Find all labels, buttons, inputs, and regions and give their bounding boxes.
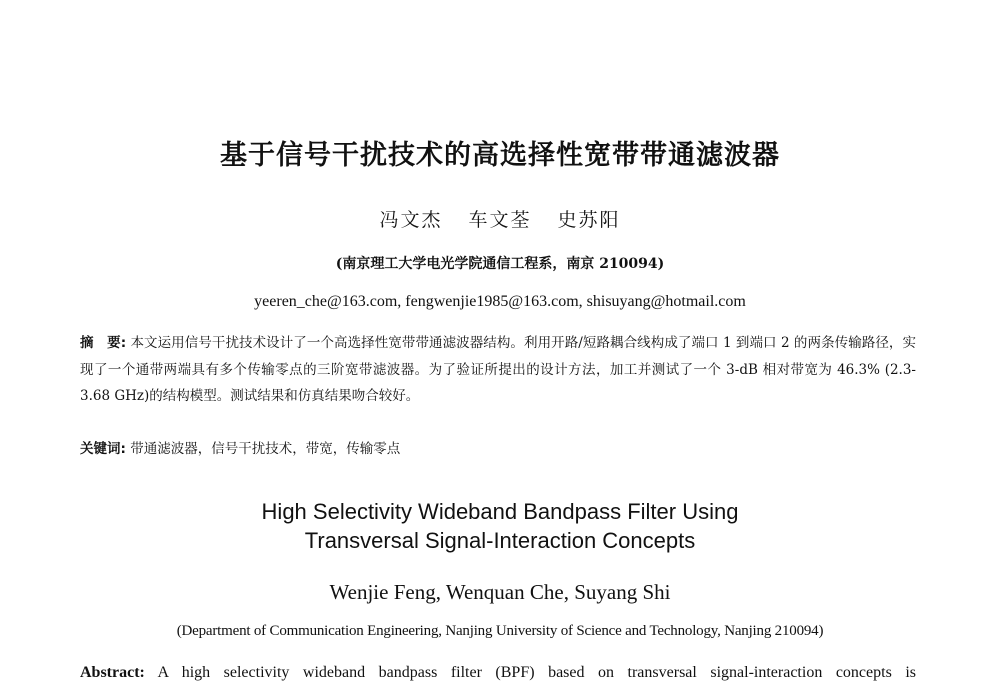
chinese-keywords-text: 带通滤波器，信号干扰技术，带宽，传输零点 (125, 441, 401, 457)
chinese-keywords (80, 437, 916, 461)
english-title (0, 497, 1000, 555)
chinese-abstract (80, 330, 916, 410)
english-abstract (80, 662, 916, 684)
chinese-abstract-label: 摘 要: (80, 335, 127, 351)
english-title-line-2: Transversal Signal-Interaction Concepts (304, 528, 696, 553)
chinese-keywords-label: 关键词: (80, 441, 126, 457)
chinese-authors: 冯文杰 车文荃 史苏阳 (379, 209, 621, 231)
chinese-abstract-text: 本文运用信号干扰技术设计了一个高选择性宽带带通滤波器结构。利用开路/短路耦合线构成了端口 1 到端口 2 的两条传输路径，实现了一个通带两端具有多个传输零点的三阶宽带滤波器。为了验证所提出的设计方法，加工并测试了一个 3-dB 相对带宽为 46.3% (2.3-3.68 GHz)的结构模型。测试结果和仿真结果吻合较好。 (80, 335, 916, 404)
english-affiliation: (Department of Communication Engineering, Nanjing University of Science and Technology, Nanjing 210094) (176, 623, 824, 639)
author-emails: yeeren_che@163.com, fengwenjie1985@163.com, shisuyang@hotmail.com (254, 293, 746, 310)
english-authors: Wenjie Feng, Wenquan Che, Suyang Shi (329, 580, 671, 604)
english-abstract-text: A high selectivity wideband bandpass filter (BPF) based on transversal signal-interaction concepts is (144, 664, 916, 681)
chinese-affiliation: (南京理工大学电光学院通信工程系，南京 210094) (335, 256, 665, 272)
chinese-title: 基于信号干扰技术的高选择性宽带带通滤波器 (220, 140, 780, 171)
english-title-line-1: High Selectivity Wideband Bandpass Filter Using (261, 499, 739, 524)
english-abstract-label: Abstract: (80, 664, 145, 681)
